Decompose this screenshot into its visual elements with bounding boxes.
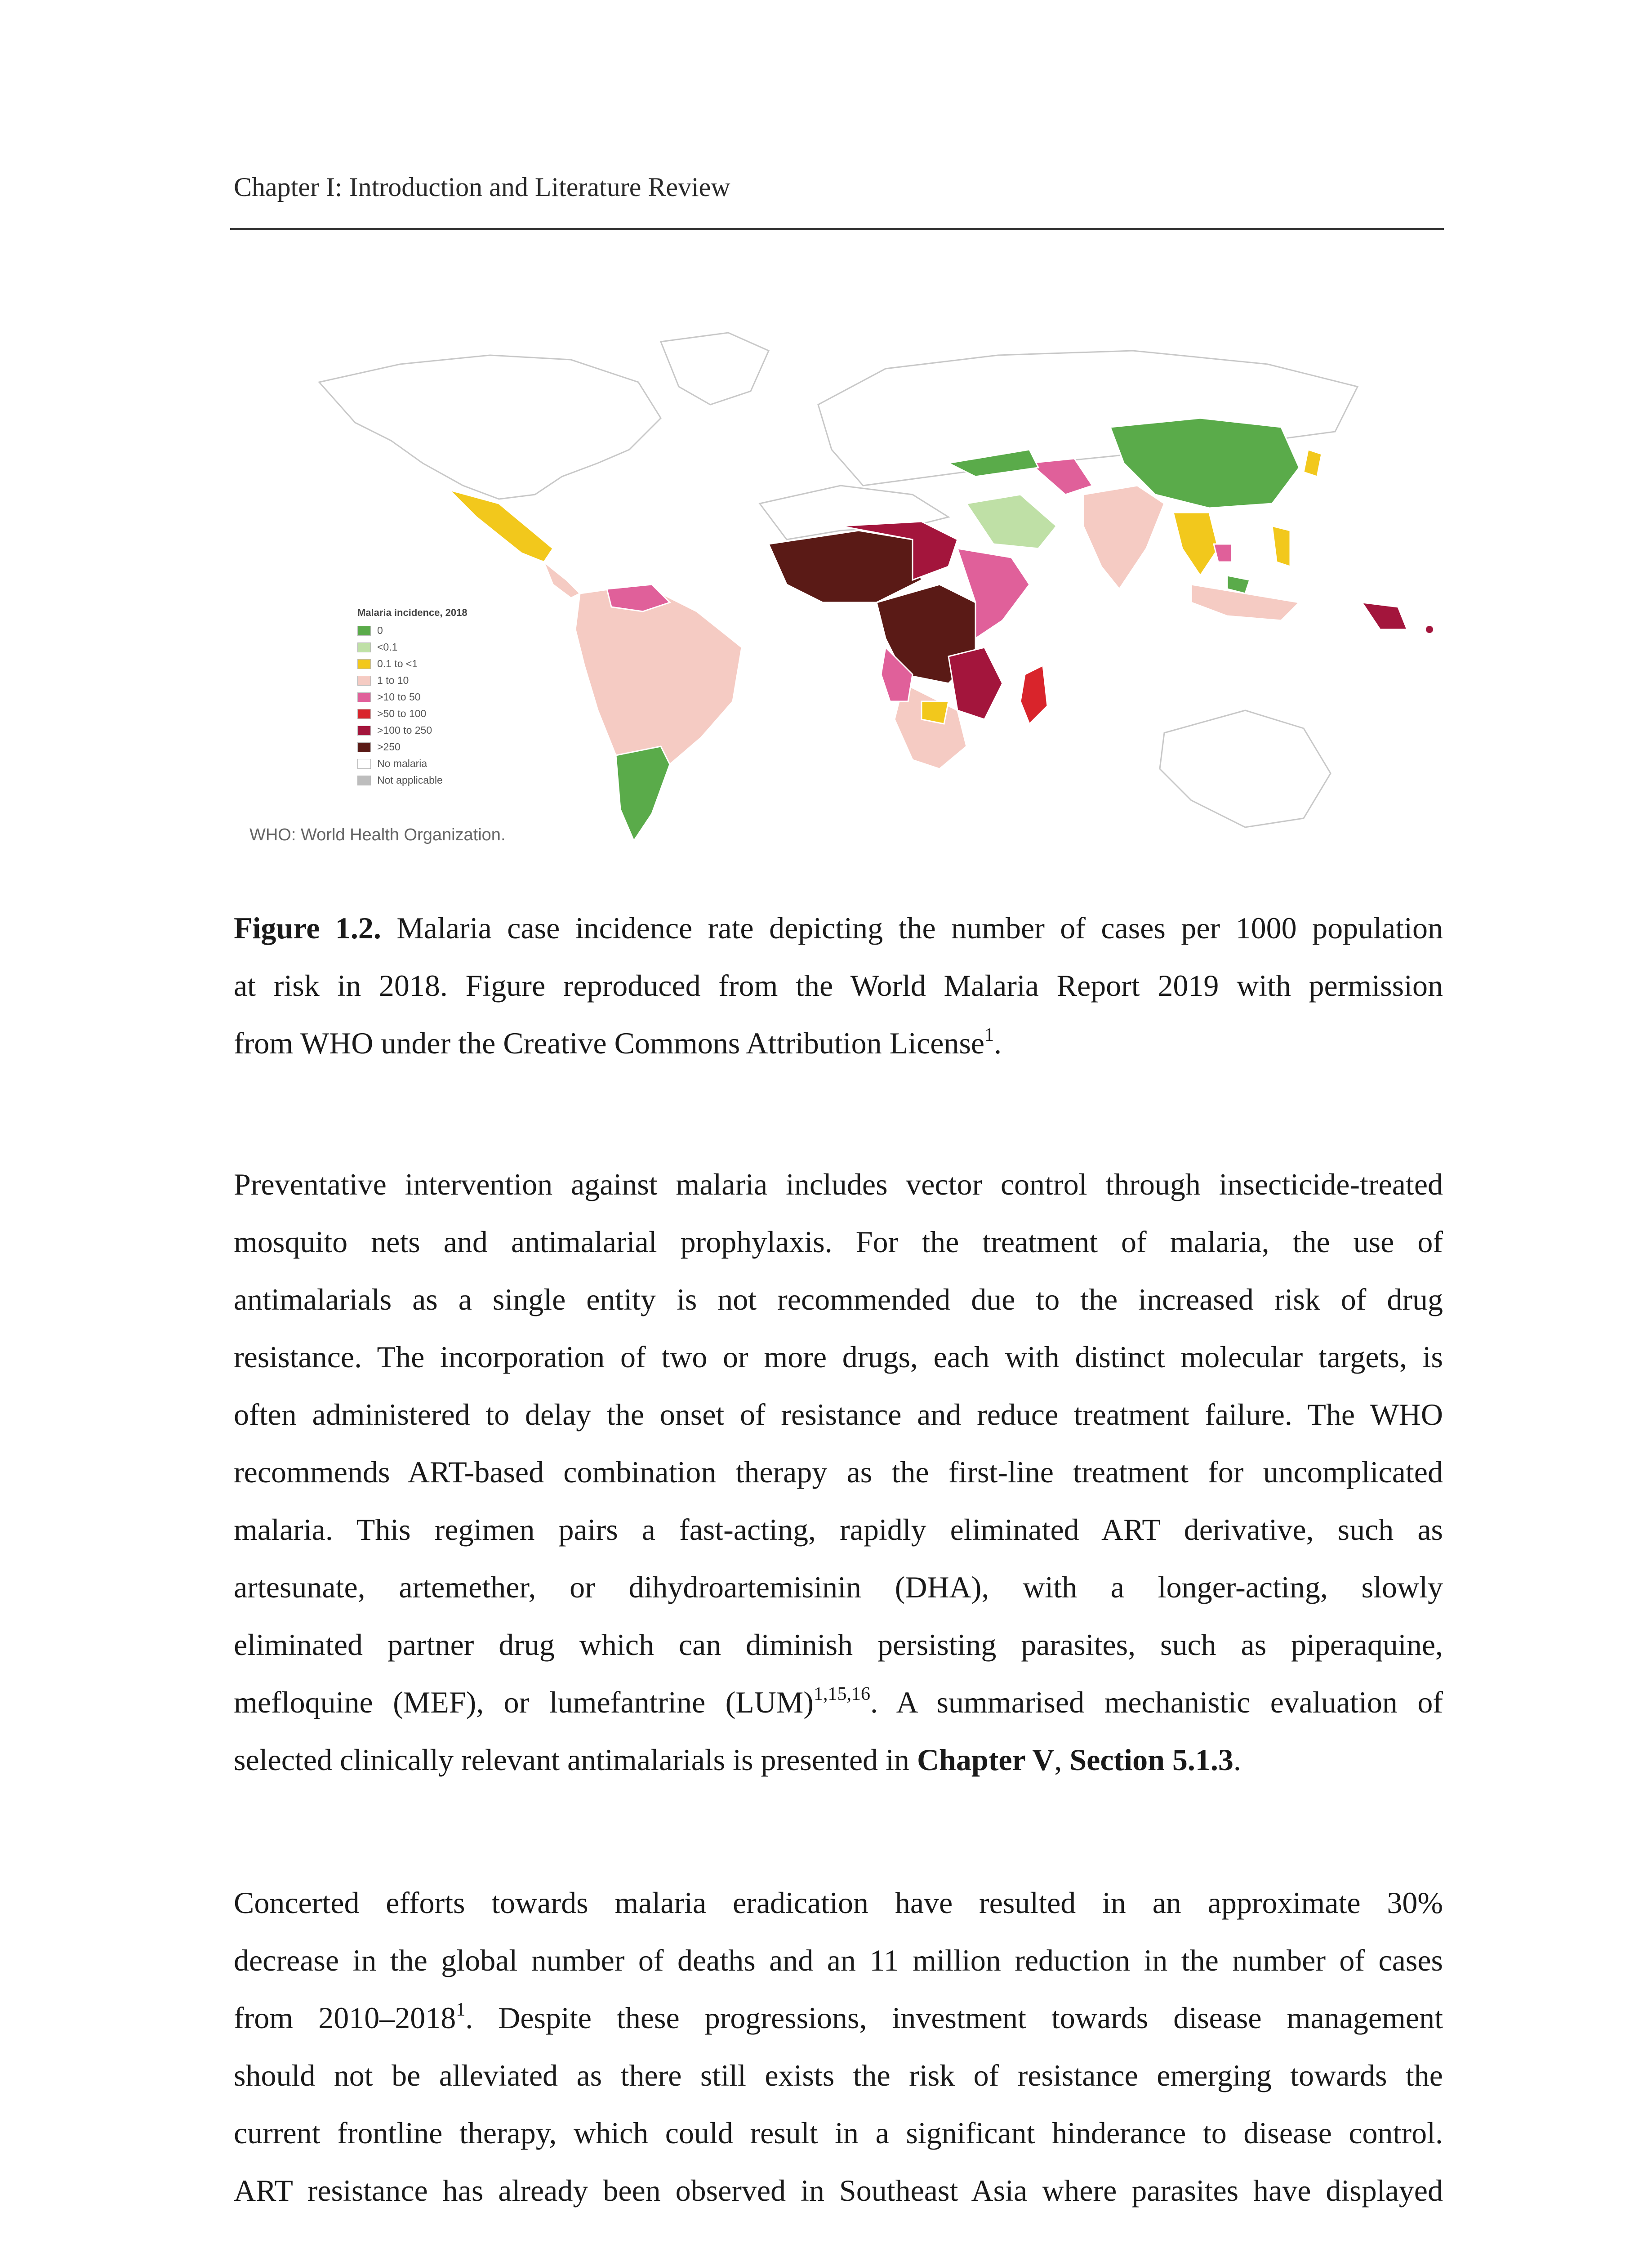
paragraph-line: recommends ART-based combination therapy as the first-line treatment for uncomplicated — [234, 1455, 1443, 1489]
legend-swatch — [357, 642, 371, 652]
map-myanmar-thailand — [1173, 513, 1218, 575]
legend-label: 1 to 10 — [377, 674, 409, 686]
body-paragraph-1 — [234, 1155, 1443, 1789]
legend-item — [357, 722, 468, 739]
legend-label: 0.1 to <1 — [377, 658, 418, 669]
citation-superscript: 1 — [456, 1999, 466, 2020]
map-cambodia — [1214, 544, 1232, 562]
map-philippines — [1272, 526, 1290, 566]
map-legend — [357, 607, 468, 789]
legend-swatch — [357, 776, 371, 785]
map-botswana — [922, 701, 948, 724]
legend-title: Malaria incidence, 2018 — [357, 607, 468, 618]
legend-item — [357, 705, 468, 722]
legend-item — [357, 689, 468, 705]
figure-label: Figure 1.2. — [234, 911, 381, 945]
paragraph-text: . — [1233, 1743, 1241, 1777]
map-greenland — [661, 333, 769, 405]
legend-label: No malaria — [377, 758, 427, 769]
paragraph-line: antimalarials as a single entity is not recommended due to the increased risk of drug — [234, 1282, 1443, 1316]
citation-superscript: 1 — [984, 1025, 994, 1045]
map-saudi-arabia — [966, 495, 1056, 549]
map-africa-west — [769, 531, 922, 602]
legend-item — [357, 755, 468, 772]
chapter-reference: Chapter V — [917, 1743, 1055, 1777]
map-india — [1083, 486, 1164, 589]
caption-text: from WHO under the Creative Commons Attribution License — [234, 1026, 985, 1060]
map-mexico — [450, 490, 553, 562]
paragraph-text: selected clinically relevant antimalarials is presented in — [234, 1743, 917, 1777]
legend-label: >50 to 100 — [377, 708, 427, 719]
paragraph-text: mefloquine (MEF), or lumefantrine (LUM) — [234, 1685, 814, 1719]
caption-line — [234, 899, 1443, 957]
paragraph-text: . A summarised mechanistic evaluation of — [870, 1685, 1443, 1719]
legend-label: 0 — [377, 624, 383, 636]
paragraph-line: decrease in the global number of deaths and an 11 million reduction in the number of cases — [234, 1943, 1443, 1977]
paragraph-line — [234, 1731, 1443, 1789]
paragraph-text: , — [1054, 1743, 1070, 1777]
legend-swatch — [357, 692, 371, 702]
paragraph-line — [234, 1673, 1443, 1731]
caption-line: at risk in 2018. Figure reproduced from the World Malaria Report 2019 with permission — [234, 968, 1443, 1003]
paragraph-text: . Despite these progressions, investment towards disease management — [465, 2001, 1443, 2035]
legend-label: >100 to 250 — [377, 724, 432, 736]
paragraph-line: malaria. This regimen pairs a fast-acting, rapidly eliminated ART derivative, such as — [234, 1512, 1443, 1547]
paragraph-text: from 2010–2018 — [234, 2001, 456, 2035]
legend-swatch — [357, 676, 371, 686]
legend-item — [357, 622, 468, 639]
map-madagascar — [1020, 665, 1047, 724]
caption-text: Malaria case incidence rate depicting the number of cases per 1000 population — [381, 911, 1443, 945]
map-papua-new-guinea — [1362, 602, 1407, 629]
paragraph-line: ART resistance has already been observed in Southeast Asia where parasites have displayed — [234, 2173, 1443, 2208]
map-south-america — [575, 584, 742, 841]
legend-item — [357, 672, 468, 689]
malaria-incidence-map-figure — [211, 315, 1470, 854]
paragraph-line: often administered to delay the onset of resistance and reduce treatment failure. The WHO — [234, 1397, 1443, 1432]
map-central-america — [544, 562, 580, 598]
map-north-america — [319, 355, 661, 499]
paragraph-line: current frontline therapy, which could result in a significant hinderance to disease control. — [234, 2116, 1443, 2150]
figure-caption — [234, 899, 1443, 1072]
legend-label: >250 — [377, 741, 401, 753]
figure-credit: WHO: World Health Organization. — [249, 825, 506, 844]
map-korea — [1304, 450, 1322, 477]
paragraph-line: Preventative intervention against malaria includes vector control through insecticide-treated — [234, 1167, 1443, 1201]
legend-label: >10 to 50 — [377, 691, 421, 703]
paragraph-line: should not be alleviated as there still exists the risk of resistance emerging towards the — [234, 2058, 1443, 2092]
paragraph-line — [234, 1989, 1443, 2047]
map-solomon-islands — [1426, 626, 1433, 633]
legend-item — [357, 656, 468, 672]
legend-swatch — [357, 626, 371, 636]
header-divider — [230, 228, 1444, 230]
legend-label: Not applicable — [377, 774, 443, 786]
section-reference: Section 5.1.3 — [1069, 1743, 1233, 1777]
legend-swatch — [357, 659, 371, 669]
legend-item — [357, 739, 468, 755]
map-africa-southeast — [948, 647, 1002, 719]
legend-item — [357, 639, 468, 656]
paragraph-line: resistance. The incorporation of two or more drugs, each with distinct molecular targets, is — [234, 1340, 1443, 1374]
paragraph-line: mosquito nets and antimalarial prophylaxis. For the treatment of malaria, the use of — [234, 1225, 1443, 1259]
caption-line — [234, 1014, 1443, 1072]
map-iran — [1029, 459, 1092, 495]
citation-superscript: 1,15,16 — [813, 1684, 870, 1704]
caption-text: . — [994, 1026, 1002, 1060]
legend-swatch — [357, 726, 371, 736]
paragraph-line: eliminated partner drug which can diminish persisting parasites, such as piperaquine, — [234, 1628, 1443, 1662]
legend-item — [357, 772, 468, 789]
chapter-header: Chapter I: Introduction and Literature Review — [234, 172, 730, 202]
legend-swatch — [357, 759, 371, 769]
legend-swatch — [357, 709, 371, 719]
map-australia — [1160, 710, 1331, 827]
legend-label: <0.1 — [377, 641, 398, 653]
paragraph-line: artesunate, artemether, or dihydroartemisinin (DHA), with a longer-acting, slowly — [234, 1570, 1443, 1604]
legend-swatch — [357, 742, 371, 752]
map-argentina — [616, 746, 670, 841]
paragraph-line: Concerted efforts towards malaria eradication have resulted in an approximate 30% — [234, 1886, 1443, 1920]
body-paragraph-2 — [234, 1874, 1443, 2219]
